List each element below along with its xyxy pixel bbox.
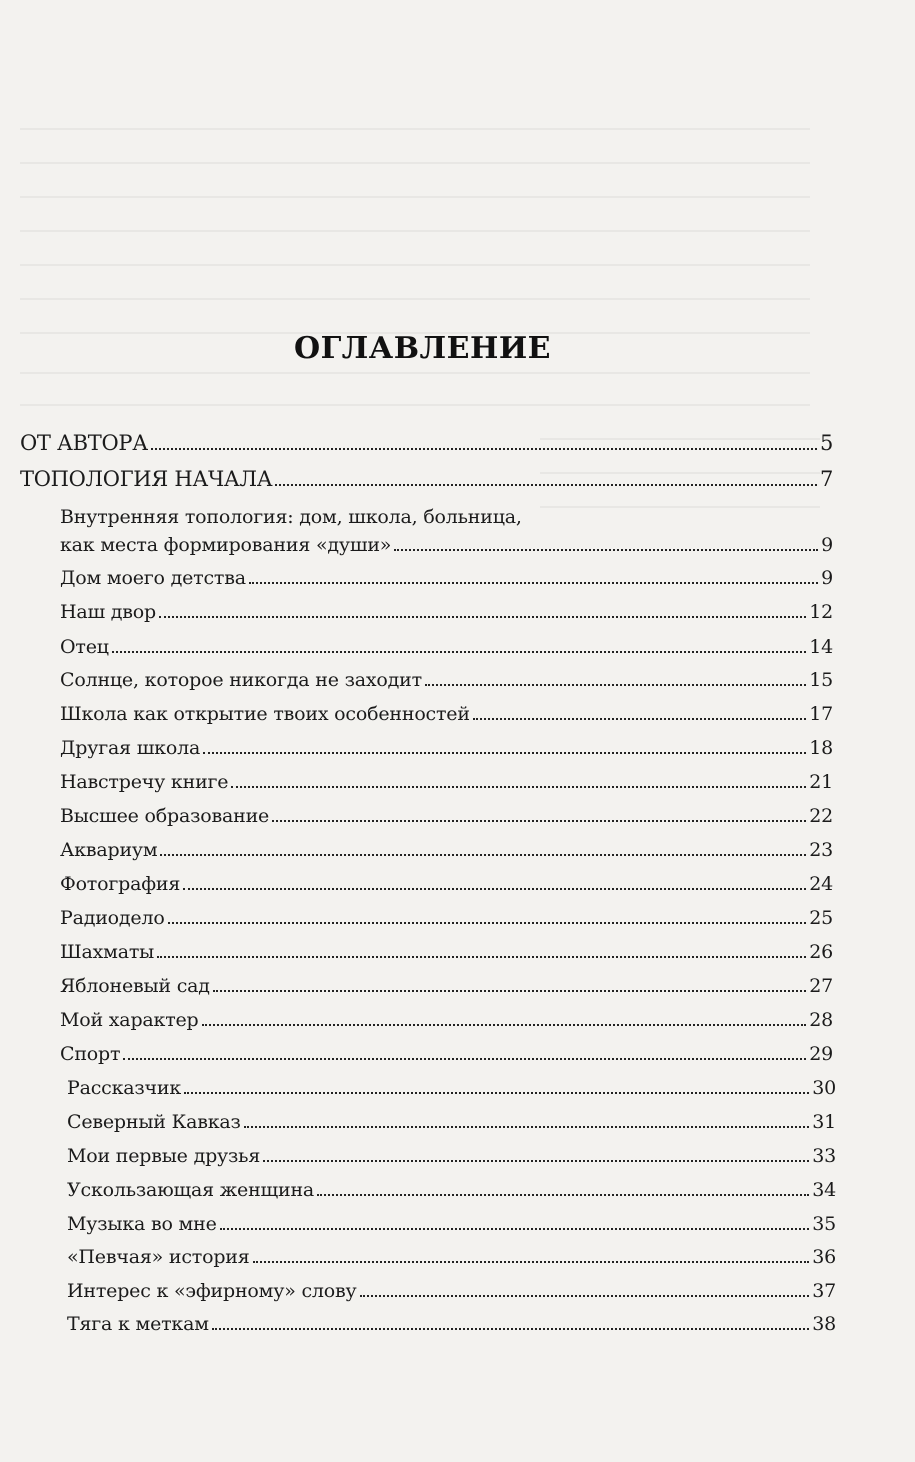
dot-leader: [220, 1228, 810, 1230]
toc-entry-page: 18: [809, 737, 833, 759]
dot-leader: [151, 448, 817, 450]
dot-leader: [123, 1058, 806, 1060]
toc-entry-label: Фотография: [60, 873, 181, 895]
toc-entry-page: 14: [809, 636, 833, 658]
toc-entry-label: Дом моего детства: [60, 567, 246, 589]
toc-entry-label: Школа как открытие твоих особенностей: [60, 703, 470, 725]
dot-leader: [184, 1092, 809, 1094]
toc-entry-label: Яблоневый сад: [60, 975, 210, 997]
toc-entry-label: Мой характер: [60, 1009, 199, 1031]
dot-leader: [249, 582, 818, 584]
toc-entry-label: как места формирования «души»: [60, 534, 392, 556]
dot-leader: [213, 990, 806, 992]
toc-entry-page: 34: [812, 1179, 836, 1201]
toc-entry[interactable]: [60, 839, 833, 861]
toc-entry[interactable]: [60, 941, 833, 963]
toc-entry-label: Ускользающая женщина: [67, 1179, 315, 1201]
toc-entry[interactable]: [67, 1313, 836, 1335]
toc-entry[interactable]: [60, 703, 833, 725]
toc-entry-page: 17: [809, 703, 833, 725]
toc-entry-page: 5: [819, 431, 833, 455]
toc-entry-page: 24: [809, 873, 833, 895]
toc-entry-page: 26: [809, 941, 833, 963]
toc-entry[interactable]: [67, 1077, 836, 1099]
toc-entry-page: 15: [809, 669, 833, 691]
dot-leader: [159, 616, 806, 618]
toc-entry-page: 22: [809, 805, 833, 827]
toc-entry-page: 21: [809, 771, 833, 793]
toc-entry[interactable]: [60, 1043, 833, 1065]
toc-entry-label: «Певчая» история: [67, 1246, 250, 1268]
toc-entry[interactable]: [60, 601, 833, 623]
toc-entry-label: Аквариум: [60, 839, 158, 861]
toc-entry-page: 12: [809, 601, 833, 623]
toc-entry-topologiya-nachala[interactable]: [20, 467, 833, 491]
toc-entry-label: Шахматы: [60, 941, 155, 963]
dot-leader: [244, 1126, 810, 1128]
toc-entry-label: ТОПОЛОГИЯ НАЧАЛА: [20, 467, 273, 491]
toc-entry-label: Отец: [60, 636, 109, 658]
toc-entry-page: 28: [809, 1009, 833, 1031]
toc-entry-label: Мои первые друзья: [67, 1145, 261, 1167]
toc-entry-label: Высшее образование: [60, 805, 270, 827]
toc-entry-page: 9: [821, 567, 833, 589]
dot-leader: [231, 786, 806, 788]
dot-leader: [212, 1328, 809, 1330]
toc-entry-label: Интерес к «эфирному» слову: [67, 1280, 357, 1302]
toc-entry-label: Тяга к меткам: [67, 1313, 209, 1335]
dot-leader: [202, 1024, 807, 1026]
dot-leader: [160, 854, 806, 856]
toc-entry-label: Радиодело: [60, 907, 165, 929]
toc-entry[interactable]: [67, 1111, 836, 1133]
toc-entry-vnutrennyaya-topologiya[interactable]: [60, 534, 833, 556]
toc-entry-label-line1: Внутренняя топология: дом, школа, больница,: [60, 506, 522, 528]
dot-leader: [203, 752, 806, 754]
dot-leader: [112, 651, 806, 653]
toc-entry-label: Наш двор: [60, 601, 156, 623]
toc-entry-page: 37: [812, 1280, 836, 1302]
toc-entry-page: 25: [809, 907, 833, 929]
toc-entry-label: Спорт: [60, 1043, 121, 1065]
dot-leader: [183, 888, 806, 890]
toc-entry[interactable]: [60, 737, 833, 759]
toc-entry[interactable]: [60, 805, 833, 827]
toc-entry-label: Солнце, которое никогда не заходит: [60, 669, 422, 691]
toc-entry-label: Северный Кавказ: [67, 1111, 241, 1133]
toc-entry-label: Навстречу книге: [60, 771, 229, 793]
toc-entry-page: 27: [809, 975, 833, 997]
toc-entry-page: 35: [812, 1213, 836, 1235]
dot-leader: [272, 820, 806, 822]
toc-entry-ot-avtora[interactable]: [20, 431, 833, 455]
toc-entry[interactable]: [67, 1179, 836, 1201]
toc-entry[interactable]: [67, 1213, 836, 1235]
toc-entry[interactable]: [60, 567, 833, 589]
toc-entry-page: 7: [819, 467, 833, 491]
page-title: ОГЛАВЛЕНИЕ: [293, 331, 552, 366]
toc-entry[interactable]: [60, 771, 833, 793]
dot-leader: [263, 1160, 809, 1162]
dot-leader: [425, 684, 806, 686]
toc-entry[interactable]: [60, 669, 833, 691]
toc-entry-label: Музыка во мне: [67, 1213, 217, 1235]
dot-leader: [168, 922, 807, 924]
toc-entry-page: 38: [812, 1313, 836, 1335]
toc-entry[interactable]: [60, 636, 833, 658]
toc-entry[interactable]: [60, 1009, 833, 1031]
toc-entry-page: 29: [809, 1043, 833, 1065]
toc-entry-page: 31: [812, 1111, 836, 1133]
toc-entry-label: Рассказчик: [67, 1077, 182, 1099]
toc-entry[interactable]: [60, 873, 833, 895]
toc-entry-page: 33: [812, 1145, 836, 1167]
dot-leader: [317, 1194, 809, 1196]
toc-entry[interactable]: [60, 907, 833, 929]
toc-entry-label: ОТ АВТОРА: [20, 431, 148, 455]
dot-leader: [473, 718, 806, 720]
dot-leader: [394, 549, 818, 551]
dot-leader: [157, 956, 806, 958]
toc-entry[interactable]: [67, 1280, 836, 1302]
toc-entry-page: 23: [809, 839, 833, 861]
dot-leader: [253, 1261, 810, 1263]
toc-entry-page: 9: [821, 534, 833, 556]
toc-entry[interactable]: [67, 1246, 836, 1268]
dot-leader: [360, 1295, 810, 1297]
toc-entry-label: Другая школа: [60, 737, 201, 759]
toc-entry[interactable]: [60, 975, 833, 997]
toc-entry-page: 36: [812, 1246, 836, 1268]
dot-leader: [275, 484, 817, 486]
toc-entry[interactable]: [67, 1145, 836, 1167]
toc-entry-page: 30: [812, 1077, 836, 1099]
